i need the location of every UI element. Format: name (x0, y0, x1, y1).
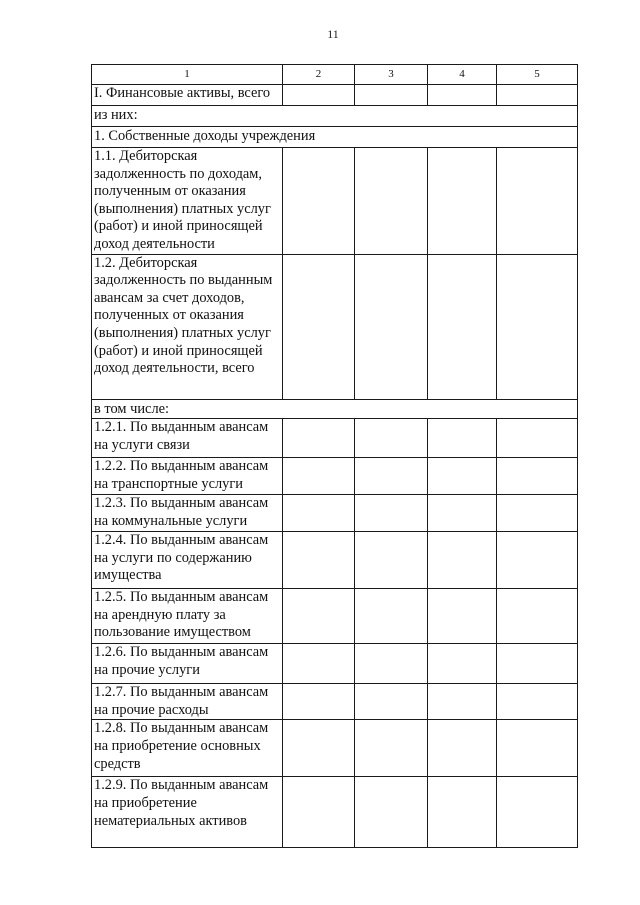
value-cell-col-3 (355, 589, 428, 644)
value-cell-col-5 (497, 589, 578, 644)
page-number: 11 (327, 27, 339, 41)
row-label: 1.2.1. По выданным авансам на услуги связи (92, 419, 283, 458)
value-cell-col-5 (497, 85, 578, 106)
value-cell-col-3 (355, 458, 428, 495)
value-cell-col-4 (428, 495, 497, 532)
value-cell-col-5 (497, 532, 578, 589)
value-cell-col-3 (355, 684, 428, 720)
section-label: в том числе: (92, 399, 578, 419)
table-section-row (92, 106, 578, 127)
table-row (92, 495, 578, 532)
row-label: 1.2.9. По выданным авансам на приобретение нематериальных активов (92, 777, 283, 848)
table-section-row (92, 399, 578, 419)
table-row (92, 589, 578, 644)
row-label: 1.2.7. По выданным авансам на прочие расходы (92, 684, 283, 720)
value-cell-col-4 (428, 532, 497, 589)
value-cell-col-3 (355, 148, 428, 255)
section-label: 1. Собственные доходы учреждения (92, 127, 578, 148)
header-col-1: 1 (92, 65, 283, 85)
table-row (92, 532, 578, 589)
value-cell-col-3 (355, 254, 428, 399)
value-cell-col-2 (283, 458, 355, 495)
value-cell-col-3 (355, 495, 428, 532)
value-cell-col-4 (428, 419, 497, 458)
table-row (92, 85, 578, 106)
value-cell-col-2 (283, 532, 355, 589)
value-cell-col-2 (283, 684, 355, 720)
table-section-row (92, 127, 578, 148)
table-row (92, 148, 578, 255)
value-cell-col-3 (355, 720, 428, 777)
value-cell-col-2 (283, 85, 355, 106)
row-label: 1.2.4. По выданным авансам на услуги по содержанию имущества (92, 532, 283, 589)
value-cell-col-5 (497, 458, 578, 495)
row-label: 1.2.6. По выданным авансам на прочие услуги (92, 644, 283, 684)
row-label: I. Финансовые активы, всего (92, 85, 283, 106)
value-cell-col-2 (283, 419, 355, 458)
header-col-3: 3 (355, 65, 428, 85)
table-header-row (92, 65, 578, 85)
row-label: 1.2.2. По выданным авансам на транспортные услуги (92, 458, 283, 495)
financial-assets-table (91, 64, 578, 848)
row-label: 1.1. Дебиторская задолженность по доходам, полученным от оказания (выполнения) платных услуг (работ) и иной приносящей доход деятельности (92, 148, 283, 255)
value-cell-col-5 (497, 684, 578, 720)
value-cell-col-5 (497, 644, 578, 684)
value-cell-col-3 (355, 419, 428, 458)
table-row (92, 684, 578, 720)
value-cell-col-4 (428, 85, 497, 106)
value-cell-col-4 (428, 458, 497, 495)
value-cell-col-4 (428, 254, 497, 399)
value-cell-col-5 (497, 495, 578, 532)
value-cell-col-4 (428, 644, 497, 684)
value-cell-col-3 (355, 532, 428, 589)
value-cell-col-2 (283, 254, 355, 399)
value-cell-col-5 (497, 148, 578, 255)
row-label: 1.2.3. По выданным авансам на коммунальные услуги (92, 495, 283, 532)
value-cell-col-5 (497, 419, 578, 458)
value-cell-col-3 (355, 777, 428, 848)
value-cell-col-2 (283, 148, 355, 255)
value-cell-col-4 (428, 589, 497, 644)
section-label: из них: (92, 106, 578, 127)
value-cell-col-2 (283, 589, 355, 644)
row-label: 1.2. Дебиторская задолженность по выданным авансам за счет доходов, полученных от оказания (выполнения) платных услуг (работ) и иной приносящей доход деятельности, всего (92, 254, 283, 399)
table-row (92, 777, 578, 848)
table-row (92, 644, 578, 684)
value-cell-col-5 (497, 777, 578, 848)
value-cell-col-4 (428, 684, 497, 720)
table-row (92, 720, 578, 777)
value-cell-col-4 (428, 777, 497, 848)
value-cell-col-2 (283, 644, 355, 684)
value-cell-col-2 (283, 495, 355, 532)
table-row (92, 419, 578, 458)
header-col-4: 4 (428, 65, 497, 85)
row-label: 1.2.5. По выданным авансам на арендную плату за пользование имуществом (92, 589, 283, 644)
header-col-2: 2 (283, 65, 355, 85)
header-col-5: 5 (497, 65, 578, 85)
value-cell-col-3 (355, 644, 428, 684)
value-cell-col-3 (355, 85, 428, 106)
value-cell-col-2 (283, 777, 355, 848)
table-row (92, 254, 578, 399)
table-row (92, 458, 578, 495)
value-cell-col-2 (283, 720, 355, 777)
value-cell-col-4 (428, 148, 497, 255)
value-cell-col-5 (497, 254, 578, 399)
value-cell-col-5 (497, 720, 578, 777)
row-label: 1.2.8. По выданным авансам на приобретение основных средств (92, 720, 283, 777)
value-cell-col-4 (428, 720, 497, 777)
